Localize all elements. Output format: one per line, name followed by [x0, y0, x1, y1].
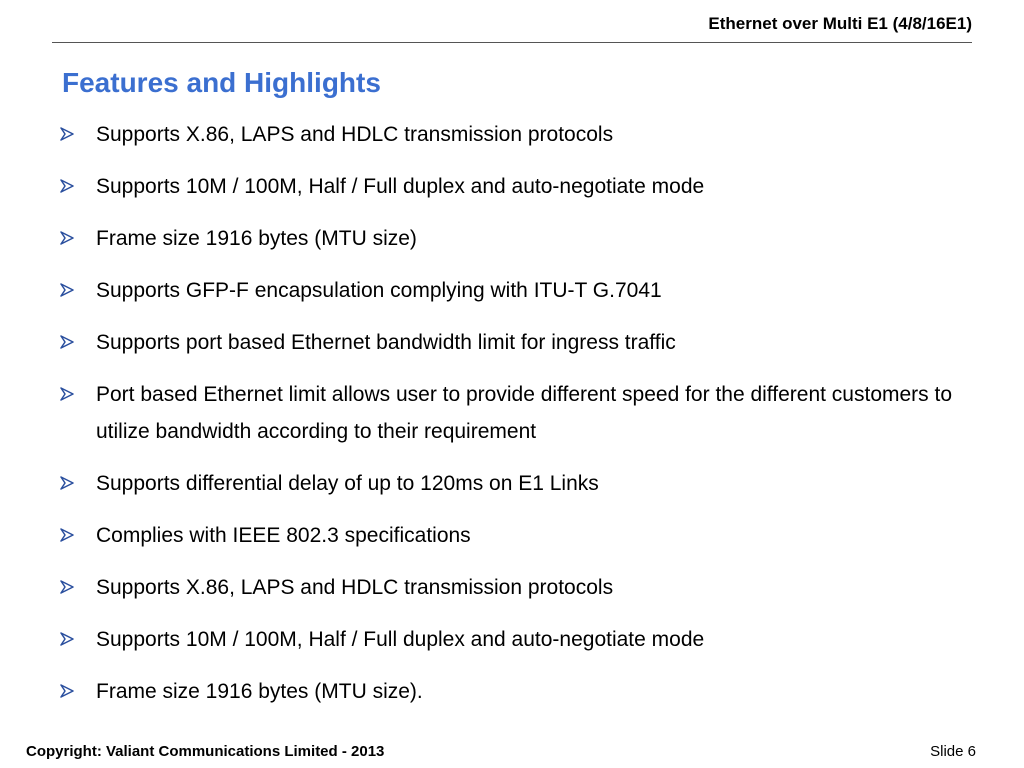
bullet-text: Supports X.86, LAPS and HDLC transmission protocols — [96, 123, 614, 146]
arrow-bullet-icon — [60, 476, 74, 490]
list-item — [60, 116, 960, 153]
bullet-text: Port based Ethernet limit allows user to provide different speed for the different customers to utilize bandwidth according to their requirement — [96, 383, 953, 443]
arrow-bullet-icon — [60, 231, 74, 245]
bullet-text: Complies with IEEE 802.3 specifications — [96, 524, 471, 547]
header-title: Ethernet over Multi E1 (4/8/16E1) — [708, 14, 972, 33]
arrow-bullet-icon — [60, 127, 74, 141]
arrow-bullet-icon — [60, 335, 74, 349]
slide-number: Slide 6 — [930, 743, 976, 760]
footer-copyright: Copyright: Valiant Communications Limited - 2013 — [26, 743, 385, 760]
list-item — [60, 621, 960, 658]
list-item — [60, 272, 960, 309]
list-item — [60, 220, 960, 257]
arrow-bullet-icon — [60, 528, 74, 542]
bullet-text: Frame size 1916 bytes (MTU size) — [96, 227, 417, 250]
bullet-text: Supports 10M / 100M, Half / Full duplex and auto-negotiate mode — [96, 175, 705, 198]
list-item — [60, 324, 960, 361]
bullet-text: Supports port based Ethernet bandwidth limit for ingress traffic — [96, 331, 676, 354]
bullet-text: Supports GFP-F encapsulation complying with ITU-T G.7041 — [96, 279, 662, 302]
arrow-bullet-icon — [60, 283, 74, 297]
arrow-bullet-icon — [60, 580, 74, 594]
arrow-bullet-icon — [60, 632, 74, 646]
list-item — [60, 517, 960, 554]
arrow-bullet-icon — [60, 179, 74, 193]
bullet-text: Frame size 1916 bytes (MTU size). — [96, 680, 423, 703]
header-divider — [52, 42, 972, 43]
bullet-text: Supports X.86, LAPS and HDLC transmission protocols — [96, 576, 614, 599]
bullet-text: Supports differential delay of up to 120ms on E1 Links — [96, 472, 599, 495]
arrow-bullet-icon — [60, 387, 74, 401]
list-item — [60, 168, 960, 205]
list-item — [60, 569, 960, 606]
list-item — [60, 673, 960, 710]
list-item — [60, 376, 960, 450]
list-item — [60, 465, 960, 502]
arrow-bullet-icon — [60, 684, 74, 698]
bullet-text: Supports 10M / 100M, Half / Full duplex and auto-negotiate mode — [96, 628, 705, 651]
slide-title: Features and Highlights — [62, 67, 381, 98]
feature-list — [60, 116, 960, 725]
